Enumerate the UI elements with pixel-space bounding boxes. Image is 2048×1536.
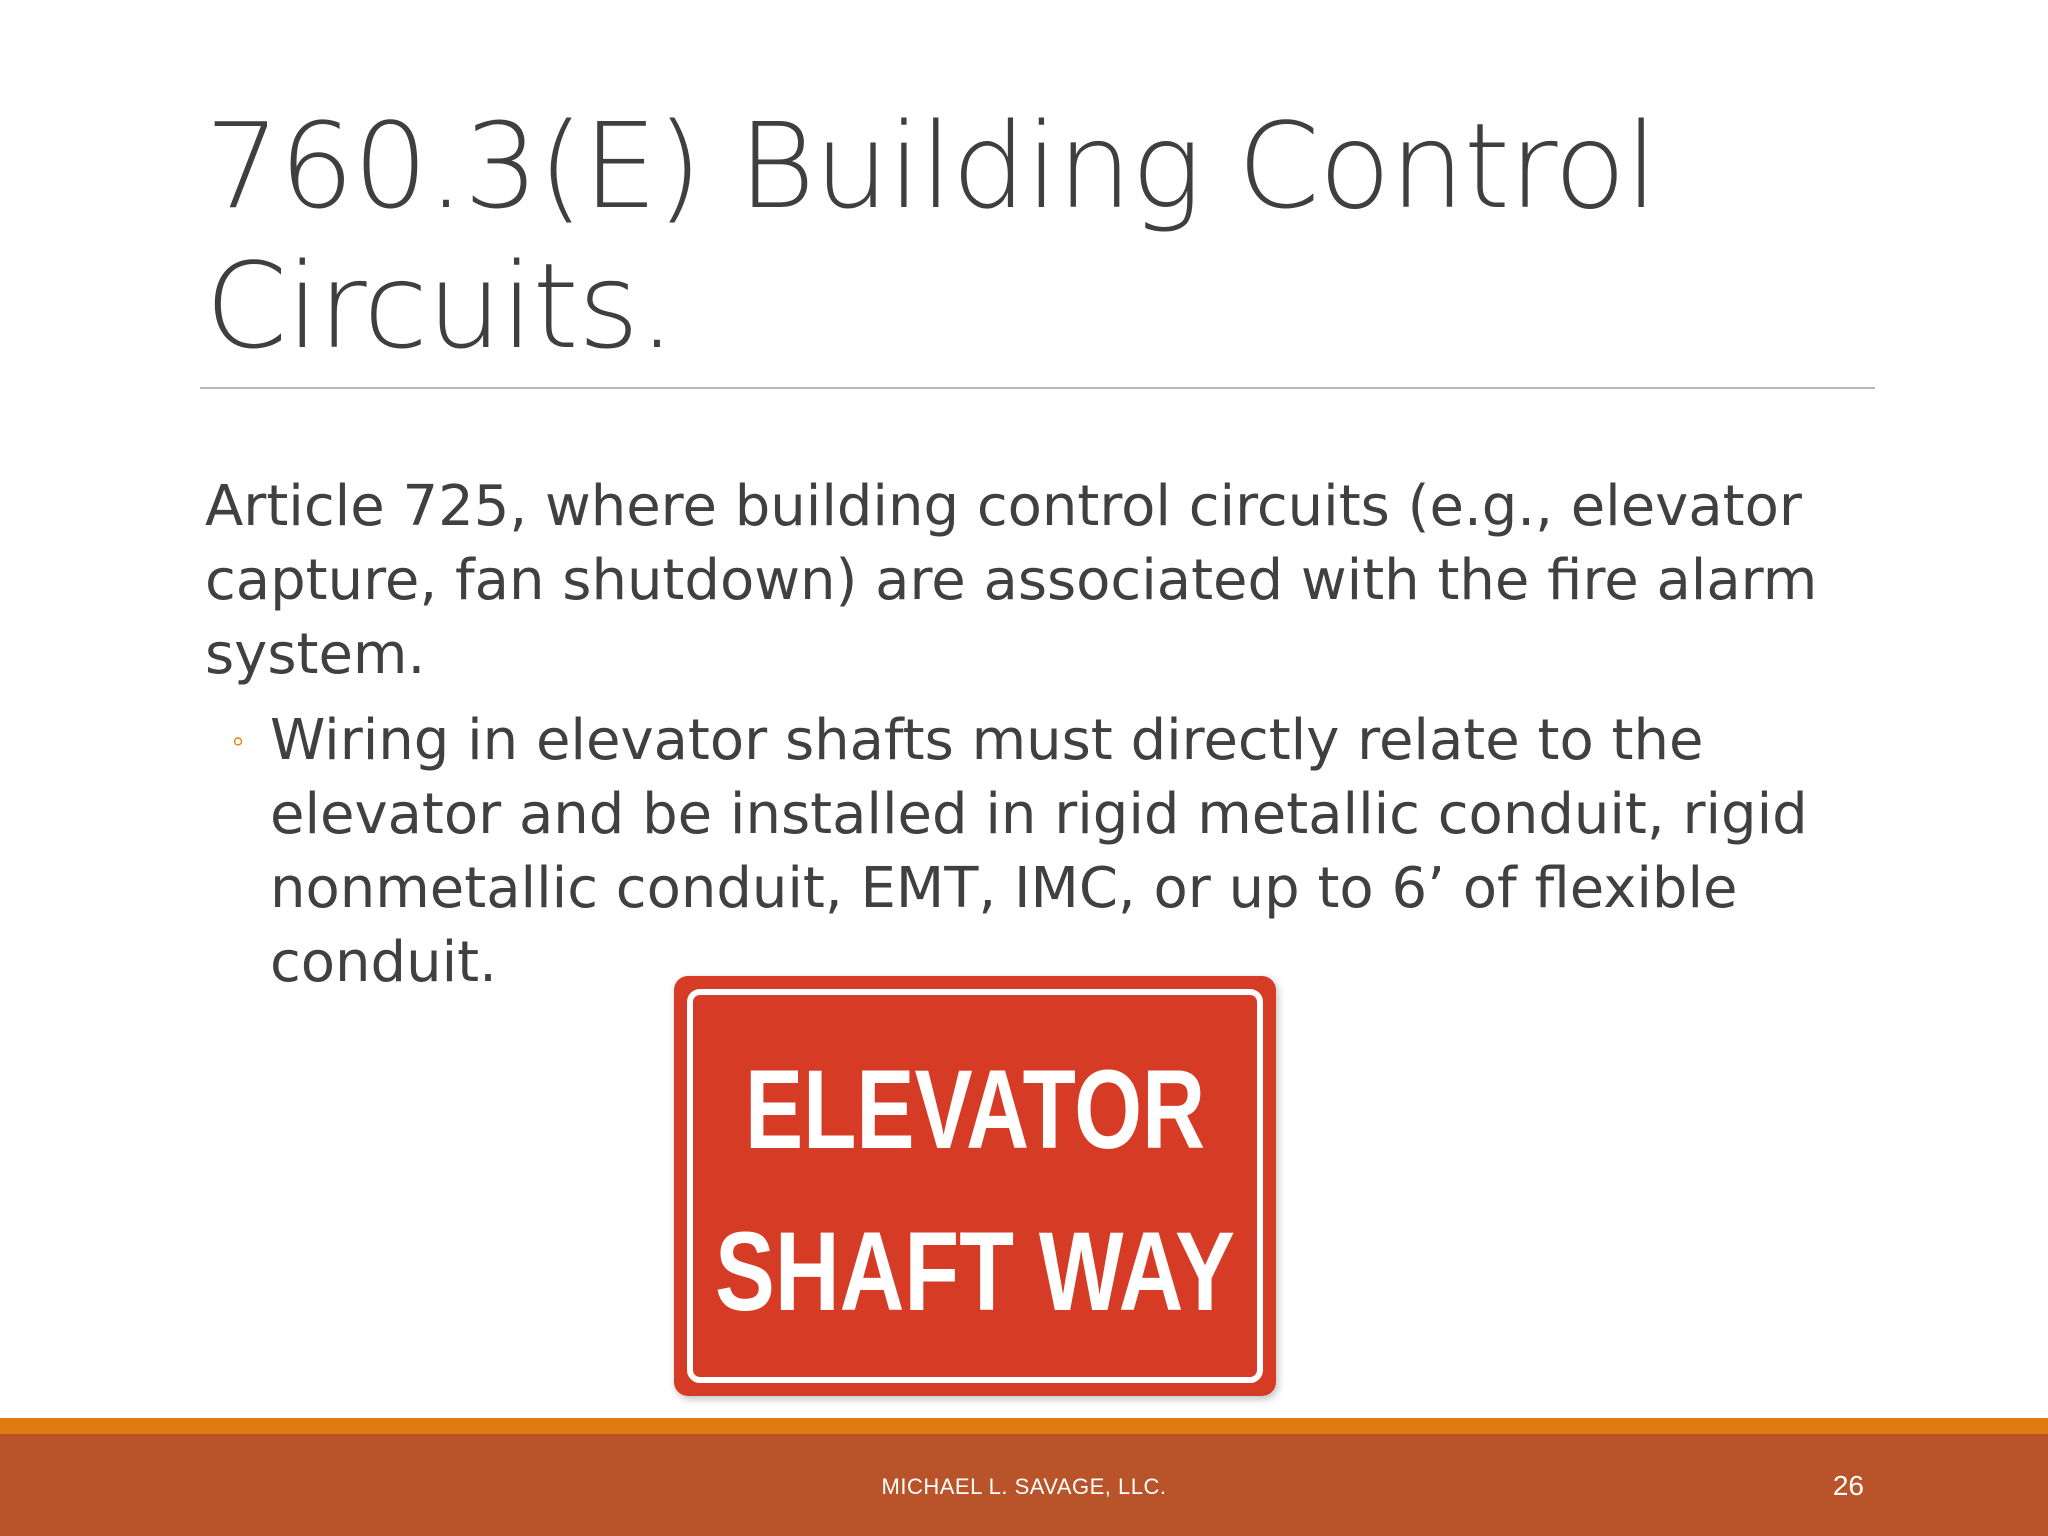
title-divider [200, 387, 1875, 389]
slide-title: 760.3(E) Building Control Circuits. [205, 97, 1657, 375]
sign-line-2: SHAFT WAY [715, 1209, 1235, 1334]
footer-author: MICHAEL L. SAVAGE, LLC. [881, 1474, 1167, 1499]
footer-accent-stripe [0, 1418, 2048, 1434]
elevator-shaft-sign-image [668, 972, 1282, 1404]
bullet-item [232, 704, 1832, 1000]
bullet-text: Wiring in elevator shafts must directly relate to the elevator and be installed in rigid metallic conduit, rigid nonmetallic conduit, EMT, IMC, or up to 6’ of flexible conduit. [270, 708, 1808, 995]
sign-line-1: ELEVATOR [745, 1047, 1205, 1172]
bullet-circle-icon: ◦ [232, 722, 245, 760]
body-paragraph: Article 725, where building control circuits (e.g., elevator capture, fan shutdown) are associated with the fire alarm system. [205, 474, 1818, 687]
page-number: 26 [1832, 1470, 1864, 1501]
sign-graphic [668, 972, 1282, 1404]
